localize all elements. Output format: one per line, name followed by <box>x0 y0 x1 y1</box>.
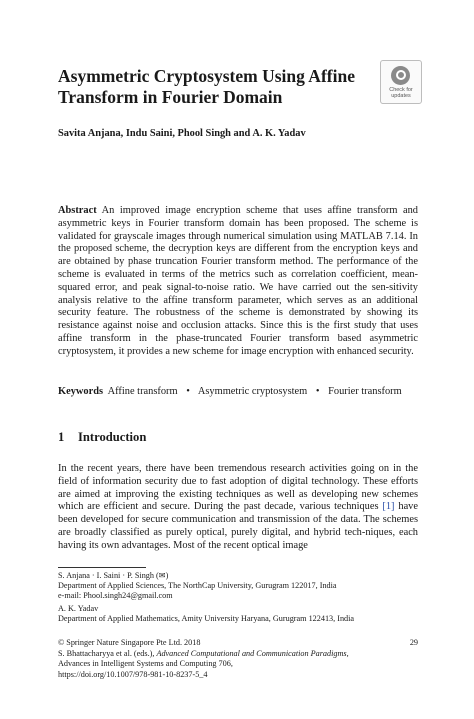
copyright-line: © Springer Nature Singapore Pte Ltd. 2018 <box>58 638 201 647</box>
affiliation-1 <box>58 571 428 602</box>
keyword-separator: • <box>186 386 190 397</box>
page-number: 29 <box>409 638 418 647</box>
badge-label <box>381 87 421 99</box>
affiliation-2-name: A. K. Yadav <box>58 604 99 613</box>
series: Advances in Intelligent Systems and Computing 706, <box>58 659 233 668</box>
doi-link[interactable]: https://doi.org/10.1007/978-981-10-8237-5_4 <box>58 669 208 679</box>
keywords-label: Keywords <box>58 386 104 397</box>
affiliation-1-dept: Department of Applied Sciences, The NorthCap University, Gurugram 122017, India <box>58 581 337 591</box>
affiliation-1-names: S. Anjana · I. Saini · P. Singh (✉) <box>58 571 169 580</box>
intro-text-1: In the recent years, there have been tremendous research activities going on in the field of information security due to fast adoption of digital technology. These efforts are aimed at improving the existing techniques as well as developing new schemes which are efficient and secure. During the past decade, various techniques <box>58 463 418 513</box>
author-list: Savita Anjana, Indu Saini, Phool Singh and A. K. Yadav <box>58 128 306 139</box>
badge-label-line2: updates <box>391 93 411 99</box>
keyword-separator: • <box>315 386 320 397</box>
intro-paragraph <box>58 463 418 553</box>
keyword: Affine transform <box>107 386 178 397</box>
intro-text-2: have been developed for secure communication and transmission of the data. The schemes are broadly classified as purely optical, purely digital, and hybrid tech-niques, each having its own advantages. Most of the recent optical image <box>58 501 418 551</box>
affiliation-2 <box>58 604 428 624</box>
section-heading <box>58 430 418 445</box>
crossmark-icon <box>391 66 410 85</box>
paper-title: Asymmetric Cryptosystem Using Affine Transform in Fourier Domain <box>58 66 355 107</box>
section-number: 1 <box>58 430 65 444</box>
editors: S. Bhattacharyya et al. (eds.), <box>58 648 155 658</box>
check-for-updates-badge[interactable] <box>380 60 422 104</box>
badge-label-line1: Check for <box>389 87 413 93</box>
citation-link[interactable]: [1] <box>382 501 395 513</box>
book-title: Advanced Computational and Communication Paradigms, <box>156 648 349 658</box>
abstract-label: Abstract <box>58 205 97 216</box>
section-title: Introduction <box>78 430 147 444</box>
publication-footer <box>58 638 358 680</box>
affiliation-1-email: e-mail: Phool.singh24@gmail.com <box>58 591 173 601</box>
abstract <box>58 205 418 359</box>
citation-line <box>58 649 358 670</box>
abstract-text: An improved image encryption scheme that uses affine transform and asymmetric keys in Fourier transform domain has been proposed. The scheme is validated for grayscale images through numerical simulation using MATLAB 7.14. In the proposed scheme, the decryption keys are different from the encryption keys and are obtained by phase truncation Fourier transform method. The performance of the scheme is evaluated in terms of the metrics such as correlation coefficient, mean-squared error, and peak signal-to-noise ratio. We have carried out the sen-sitivity analysis relative to the affine transform parameter, which serves as an additional security feature. The robustness of the scheme is demonstrated by showing its resistance against noise and occlusion attacks. Since this is the first study that uses affine transform in the phase-truncated Fourier transform based asymmetric cryptosystem, it provides a new scheme for image encryption with enhanced security. <box>58 205 418 357</box>
keyword: Fourier transform <box>328 386 402 397</box>
footnote-rule <box>58 567 146 568</box>
keyword: Asymmetric cryptosystem <box>197 386 308 397</box>
affiliation-2-dept: Department of Applied Mathematics, Amity University Haryana, Gurugram 122413, India <box>58 614 355 624</box>
keywords <box>58 385 418 398</box>
